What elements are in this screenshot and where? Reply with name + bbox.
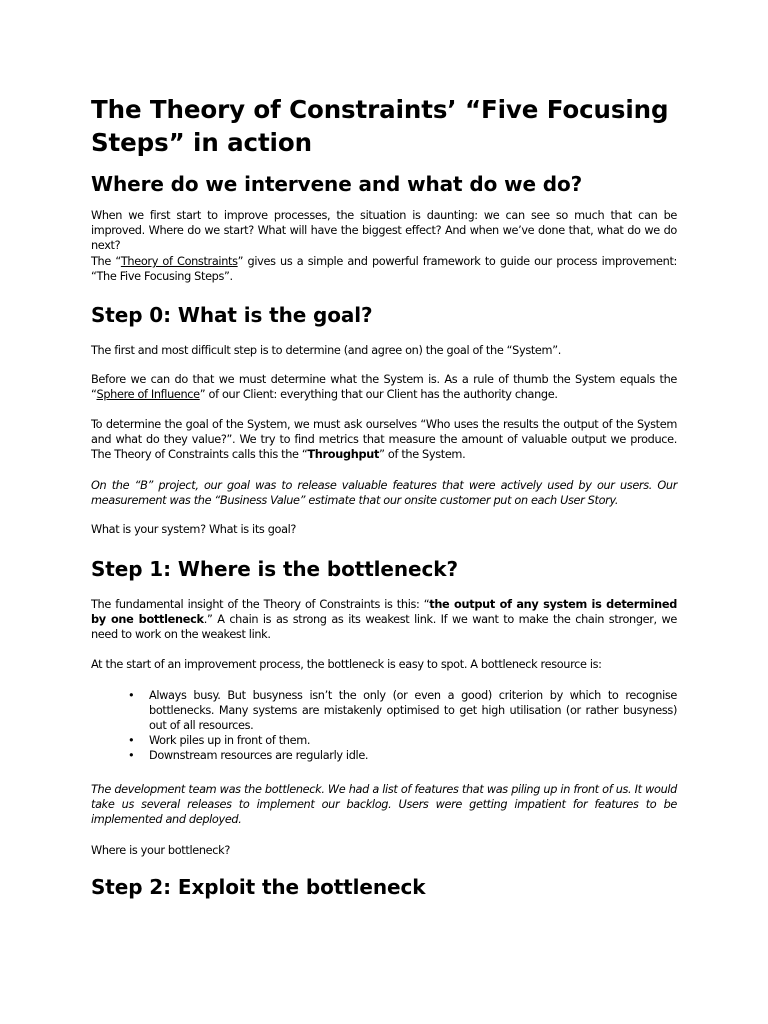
step1-paragraph-2: At the start of an improvement process, the bottleneck is easy to spot. A bottleneck resource is: [91,658,602,671]
step0-paragraph-3: To determine the goal of the System, we must ask ourselves “Who uses the results the output of the System and what do they value?”. We try to find metrics that measure the amount of valuable output we produce. The Theory of Constraints calls this the “Throughput” of the System. [91,418,677,461]
section-heading-step-1: Step 1: Where is the bottleneck? [91,557,458,581]
list-item: • Work piles up in front of them. [128,734,311,747]
section-heading-intro: Where do we intervene and what do we do? [91,172,583,196]
section-heading-step-0: Step 0: What is the goal? [91,303,373,327]
intro-paragraph-1: When we first start to improve processes, the situation is daunting: we can see so much that can be improved. Where do we start? What will have the biggest effect? And when we’ve done that, what do we do next? [91,209,677,252]
sphere-of-influence-link[interactable]: Sphere of Influence [96,388,200,401]
step1-question: Where is your bottleneck? [91,844,230,857]
key-insight-bold: the output of any system is determined by one bottleneck [91,598,677,626]
step1-example: The development team was the bottleneck. We had a list of features that was piling up in front of us. It would take us several releases to implement our backlog. Users were getting impatient for features to be implemented and deployed. [91,783,677,826]
list-item: • Downstream resources are regularly idle. [128,749,369,762]
section-heading-step-2: Step 2: Exploit the bottleneck [91,875,426,899]
bullet-icon: • [128,734,135,747]
bullet-icon: • [128,689,135,702]
step0-question: What is your system? What is its goal? [91,523,297,536]
throughput-term: Throughput [307,448,380,461]
list-item: • Always busy. But busyness isn’t the only (or even a good) criterion by which to recognise bottlenecks. Many systems are mistakenly optimised to get high utilisation (or rather busyness) out of all resources. [128,689,677,732]
step0-example: On the “B” project, our goal was to release valuable features that were actively used by our users. Our measurement was the “Business Value” estimate that our onsite customer put on each User Story. [91,479,677,507]
step1-paragraph-1: The fundamental insight of the Theory of Constraints is this: “the output of any system is determined by one bottleneck.” A chain is as strong as its weakest link. If we want to make the chain stronger, we need to work on the weakest link. [91,598,677,641]
step0-paragraph-1: The first and most difficult step is to determine (and agree on) the goal of the “System”. [91,344,561,357]
document-title: The Theory of Constraints’ “Five Focusing Steps” in action [91,95,669,157]
bottleneck-traits-list [128,688,677,763]
step0-paragraph-2: Before we can do that we must determine what the System is. As a rule of thumb the System equals the “Sphere of Influence” of our Client: everything that our Client has the authority change. [91,373,677,401]
intro-paragraph-2: The “Theory of Constraints” gives us a simple and powerful framework to guide our process improvement: “The Five Focusing Steps”. [91,255,677,283]
bullet-icon: • [128,749,135,762]
theory-of-constraints-link[interactable]: Theory of Constraints [120,255,238,268]
